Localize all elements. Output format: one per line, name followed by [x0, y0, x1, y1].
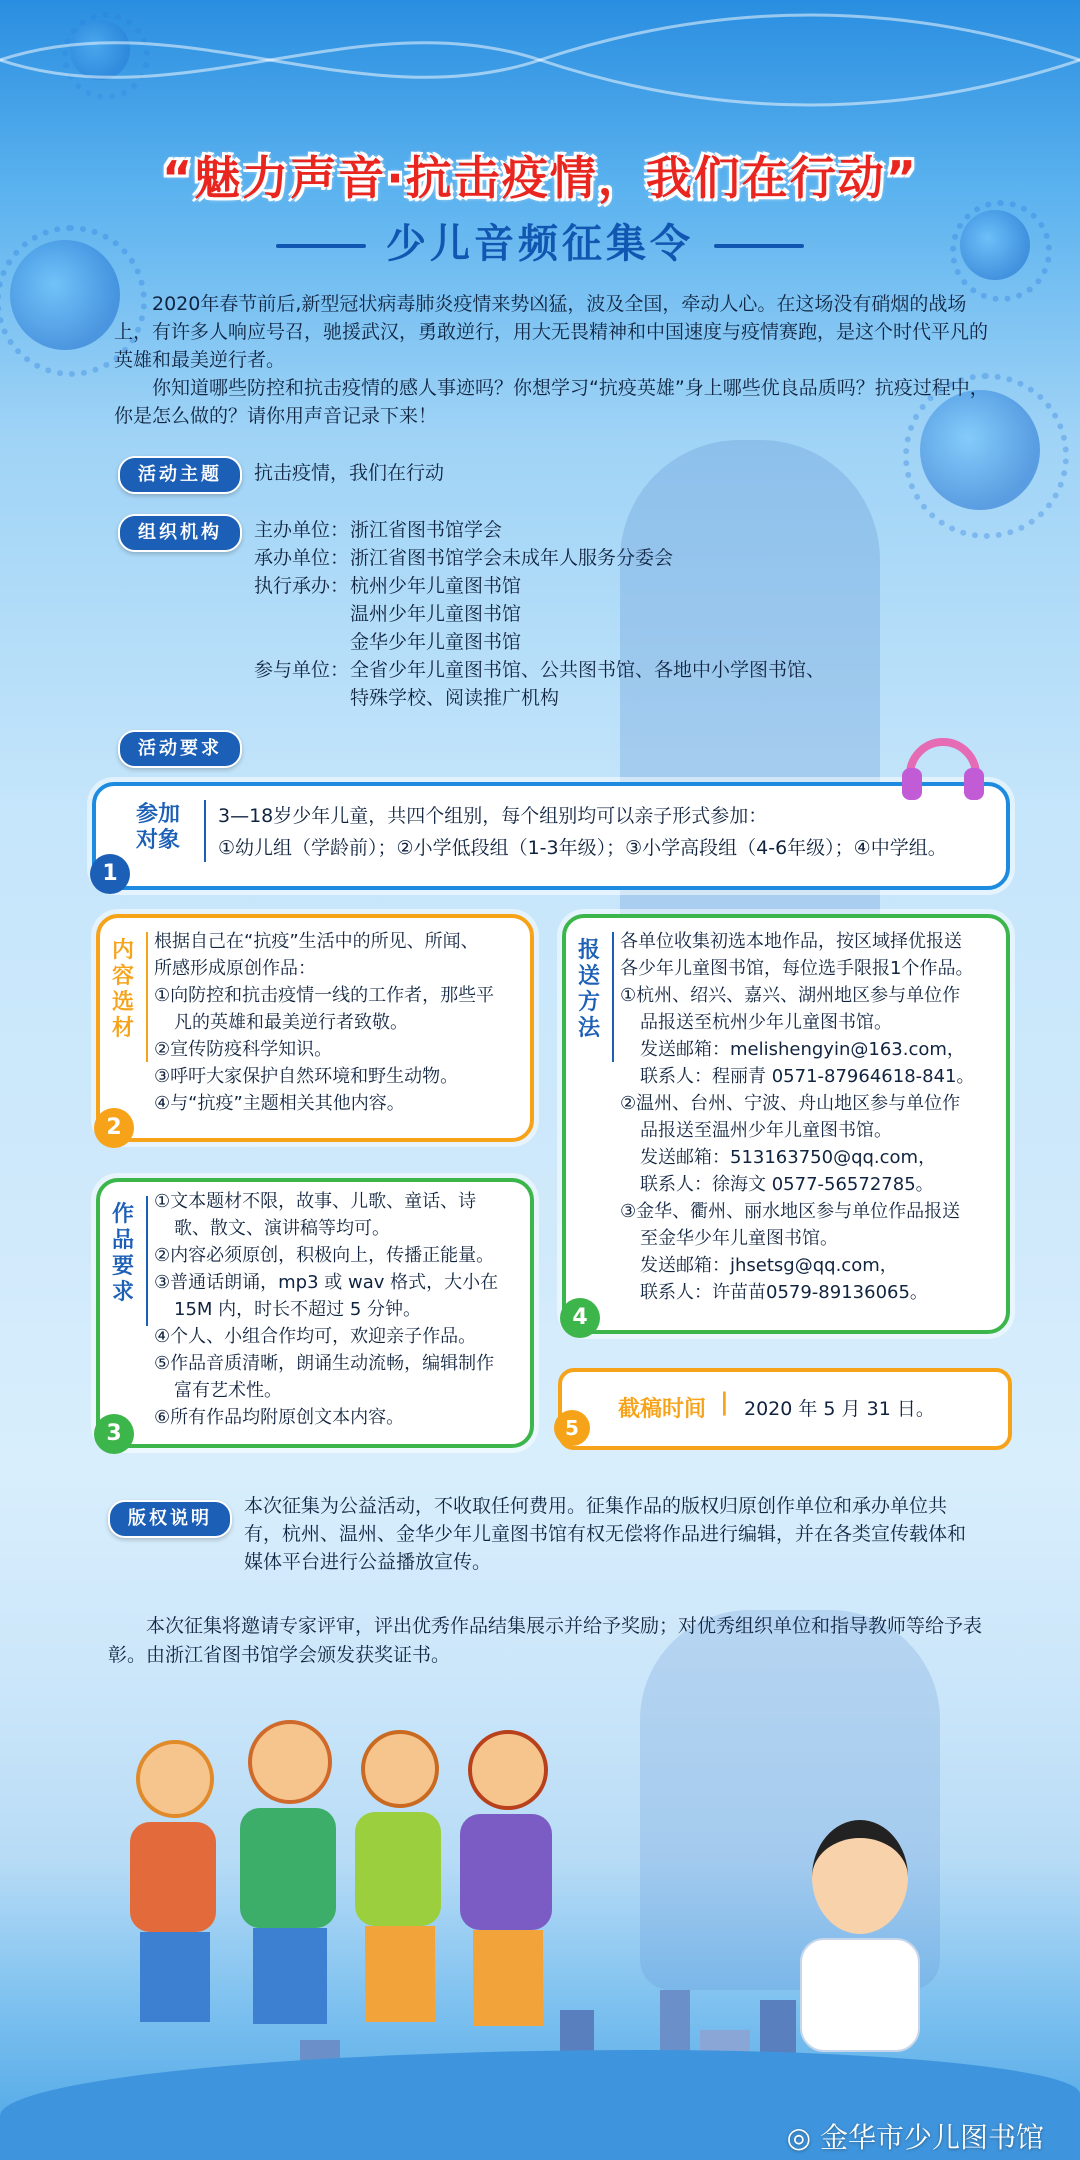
- org-row: [254, 656, 954, 684]
- text-line: ②内容必须原创，积极向上，传播正能量。: [154, 1245, 495, 1266]
- card-number: 5: [554, 1410, 590, 1446]
- text-line: 媒体平台进行公益播放宣传。: [244, 1551, 492, 1573]
- label-line: 参加: [136, 802, 181, 827]
- org-value: 浙江省图书馆学会: [350, 519, 503, 541]
- label-char: 选: [112, 990, 135, 1015]
- card-deadline: [558, 1368, 1012, 1450]
- text-line: 歌、散文、演讲稿等均可。: [174, 1218, 390, 1239]
- text-line: 各单位收集初选本地作品，按区域择优报送: [620, 931, 962, 952]
- divider: [204, 800, 206, 862]
- copyright-text: [244, 1492, 1014, 1576]
- org-key: 承办单位：: [254, 547, 350, 569]
- card-submission-method: [562, 914, 1010, 1334]
- org-value: 杭州少年儿童图书馆: [350, 575, 522, 597]
- org-list: [254, 516, 954, 712]
- org-key: [254, 600, 350, 628]
- org-row: [254, 572, 954, 600]
- theme-tag: 活动主题: [118, 456, 242, 494]
- label-char: 材: [112, 1016, 135, 1041]
- email-text: 发送邮箱：513163750@qq.com，: [640, 1147, 937, 1168]
- page-title: “魅力声音·抗击疫情，我们在行动”: [162, 151, 918, 205]
- text-line: ④与“抗疫”主题相关其他内容。: [154, 1093, 405, 1114]
- org-key: 执行承办：: [254, 575, 350, 597]
- text-line: 彰。由浙江省图书馆学会颁发获奖证书。: [108, 1644, 451, 1666]
- text-line: ③呼吁大家保护自然环境和野生动物。: [154, 1066, 459, 1087]
- label-char: 法: [578, 1016, 601, 1041]
- page-subtitle: [0, 212, 1080, 269]
- label-char: 送: [578, 964, 601, 989]
- label-char: 内: [112, 938, 135, 963]
- label-char: 容: [112, 964, 135, 989]
- text-line: ②温州、台州、宁波、舟山地区参与单位作: [620, 1093, 961, 1114]
- text-line: 所感形成原创作品：: [154, 958, 316, 979]
- label-char: 品: [112, 1228, 135, 1253]
- text-line: ①向防控和抗击疫情一线的工作者，那些平: [154, 985, 495, 1006]
- card-number: 2: [94, 1108, 134, 1148]
- card-work-requirements: [96, 1178, 534, 1448]
- intro-paragraph-2: 你知道哪些防控和抗击疫情的感人事迹吗？你想学习“抗疫英雄”身上哪些优良品质吗？抗疫过程中，你是怎么做的？请你用声音记录下来！: [114, 377, 989, 427]
- label-char: 报: [578, 938, 601, 963]
- card-label: [112, 1202, 134, 1306]
- card-content-topics: [96, 914, 534, 1142]
- intro-paragraph-1: 2020年春节前后,新型冠状病毒肺炎疫情来势凶猛，波及全国，牵动人心。在这场没有硝烟的战场上，有许多人响应号召，驰援武汉，勇敢逆行，用大无畏精神和中国速度与疫情赛跑，是这个时代平凡的英雄和最美逆行者。: [114, 293, 989, 371]
- footer-source: [787, 2116, 1044, 2156]
- text-line: ③普通话朗诵，mp3 或 wav 格式，大小在: [154, 1272, 499, 1293]
- card-label: [578, 938, 600, 1042]
- text-line: 品报送至温州少年儿童图书馆。: [640, 1120, 892, 1141]
- email-text: 发送邮箱：melishengyin@163.com，: [640, 1039, 965, 1060]
- text-line: 3—18岁少年儿童，共四个组别，每个组别均可以亲子形式参加：: [218, 805, 768, 827]
- dna-helix-icon: [0, 0, 1080, 150]
- org-value: 浙江省图书馆学会未成年人服务分委会: [350, 547, 674, 569]
- text-line: 根据自己在“抗疫”生活中的所见、所闻、: [154, 931, 479, 952]
- card-text: [620, 928, 1000, 1306]
- org-row: [254, 600, 954, 628]
- text-line: ⑥所有作品均附原创文本内容。: [154, 1407, 405, 1428]
- text-line: 有，杭州、温州、金华少年儿童图书馆有权无偿将作品进行编辑，并在各类宣传载体和: [244, 1523, 967, 1545]
- text-line: 各少年儿童图书馆，每位选手限报1个作品。: [620, 958, 974, 979]
- divider: [146, 1196, 148, 1326]
- card-text: [154, 928, 524, 1117]
- divider: [146, 932, 148, 1062]
- text-line: 本次征集将邀请专家评审，评出优秀作品结集展示并给予奖励；对优秀组织单位和指导教师等给予表: [146, 1615, 983, 1637]
- label-char: 要: [112, 1254, 135, 1279]
- org-key: 参与单位：: [254, 659, 350, 681]
- label-char: 方: [578, 990, 601, 1015]
- card-number: 3: [94, 1414, 134, 1454]
- singing-child-1: [130, 1740, 220, 2030]
- text-line: ①幼儿组（学龄前）；②小学低段组（1-3年级）；③小学高段组（4-6年级）；④中学组。: [218, 837, 947, 859]
- card-number: 4: [560, 1298, 600, 1338]
- org-value: 温州少年儿童图书馆: [350, 603, 522, 625]
- doctor-child: [800, 1820, 920, 2040]
- org-key: [254, 684, 350, 712]
- copyright-tag: 版权说明: [108, 1500, 232, 1538]
- singing-child-3: [355, 1730, 445, 2030]
- deadline-separator: |: [720, 1388, 729, 1416]
- contact-text: 联系人：徐海文 0577-56572785。: [640, 1174, 934, 1195]
- text-line: ④个人、小组合作均可，欢迎亲子作品。: [154, 1326, 477, 1347]
- divider: [276, 244, 366, 248]
- footer-text: 金华市少儿图书馆: [819, 2121, 1044, 2154]
- contact-text: 联系人：许苗苗0579-89136065。: [640, 1282, 928, 1303]
- text-line: ①杭州、绍兴、嘉兴、湖州地区参与单位作: [620, 985, 961, 1006]
- subtitle-text: 少儿音频征集令: [386, 221, 694, 267]
- card-label: [112, 938, 134, 1042]
- deadline-date: 2020 年 5 月 31 日。: [744, 1398, 935, 1420]
- org-row: [254, 628, 954, 656]
- label-char: 求: [112, 1280, 135, 1305]
- text-line: ③金华、衢州、丽水地区参与单位作品报送: [620, 1201, 961, 1222]
- org-value: 金华少年儿童图书馆: [350, 631, 522, 653]
- theme-text: 抗击疫情，我们在行动: [254, 462, 445, 484]
- text-line: 富有艺术性。: [174, 1380, 282, 1401]
- org-tag: 组织机构: [118, 514, 242, 552]
- text-line: 本次征集为公益活动，不收取任何费用。征集作品的版权归原创作单位和承办单位共: [244, 1495, 948, 1517]
- closing-text: [108, 1612, 998, 1670]
- card-label: [136, 802, 180, 854]
- label-line: 对象: [136, 828, 181, 853]
- org-row: [254, 684, 954, 712]
- card-number: 1: [90, 854, 130, 894]
- text-line: ⑤作品音质清晰，朗诵生动流畅，编辑制作: [154, 1353, 495, 1374]
- requirements-tag: 活动要求: [118, 730, 242, 768]
- email-text: 发送邮箱：jhsetsg@qq.com，: [640, 1255, 898, 1276]
- text-line: 15M 内，时长不超过 5 分钟。: [174, 1299, 422, 1320]
- text-line: 凡的英雄和最美逆行者致敬。: [174, 1012, 408, 1033]
- text-line: 品报送至杭州少年儿童图书馆。: [640, 1012, 892, 1033]
- text-line: ②宣传防疫科学知识。: [154, 1039, 333, 1060]
- card-text: [154, 1188, 524, 1431]
- org-row: [254, 544, 954, 572]
- singing-child-2: [240, 1720, 340, 2030]
- org-key: 主办单位：: [254, 519, 350, 541]
- divider: [612, 932, 614, 1062]
- card-text: [218, 800, 947, 864]
- org-key: [254, 628, 350, 656]
- contact-text: 联系人：程丽青 0571-87964618-841。: [640, 1066, 975, 1087]
- text-line: ①文本题材不限，故事、儿歌、童话、诗: [154, 1191, 477, 1212]
- deadline-label: 截稿时间: [618, 1397, 707, 1422]
- headphones-icon: [898, 720, 988, 810]
- label-char: 作: [112, 1202, 135, 1227]
- wechat-icon: ◎: [786, 2121, 820, 2154]
- org-value: 全省少年儿童图书馆、公共图书馆、各地中小学图书馆、: [350, 659, 826, 681]
- singing-child-4: [460, 1730, 556, 2030]
- card-participants: [92, 782, 1010, 890]
- divider: [714, 244, 804, 248]
- text-line: 至金华少年儿童图书馆。: [640, 1228, 838, 1249]
- org-value: 特殊学校、阅读推广机构: [350, 687, 560, 709]
- org-row: [254, 516, 954, 544]
